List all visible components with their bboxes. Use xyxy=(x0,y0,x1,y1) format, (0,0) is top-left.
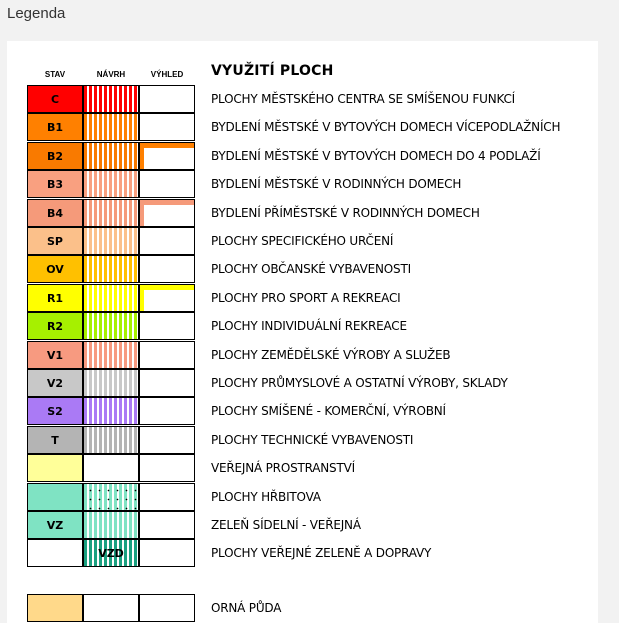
stav-code: B1 xyxy=(46,120,64,134)
legend-label: PLOCHY ZEMĚDĚLSKÉ VÝROBY A SLUŽEB xyxy=(211,348,451,362)
stav-swatch xyxy=(27,255,83,283)
navrh-code: VZD xyxy=(98,546,124,560)
vyhled-swatch xyxy=(139,199,195,227)
navrh-swatch xyxy=(83,142,139,170)
stav-code: B4 xyxy=(46,206,64,220)
stav-code: V2 xyxy=(46,376,64,390)
stav-code: C xyxy=(50,92,60,106)
vyhled-swatch xyxy=(139,454,195,482)
navrh-swatch xyxy=(83,594,139,622)
navrh-swatch xyxy=(83,199,139,227)
stav-swatch xyxy=(27,369,83,397)
stav-code: V1 xyxy=(46,348,64,362)
vyhled-swatch xyxy=(139,426,195,454)
stav-code: B2 xyxy=(46,149,64,163)
vyhled-swatch xyxy=(139,284,195,312)
legend-label: PLOCHY INDIVIDUÁLNÍ REKREACE xyxy=(211,319,407,333)
stav-swatch xyxy=(27,454,83,482)
stav-code: B3 xyxy=(46,177,64,191)
vyhled-swatch xyxy=(139,142,195,170)
vyhled-corner xyxy=(144,290,194,311)
navrh-swatch xyxy=(83,255,139,283)
vyhled-swatch xyxy=(139,594,195,622)
stav-code: OV xyxy=(46,262,64,276)
vyhled-swatch xyxy=(139,227,195,255)
vyhled-swatch xyxy=(139,483,195,511)
vyhled-swatch xyxy=(139,369,195,397)
legend-label: BYDLENÍ PŘÍMĚSTSKÉ V RODINNÝCH DOMECH xyxy=(211,206,480,220)
stav-swatch xyxy=(27,312,83,340)
legend-panel xyxy=(7,41,598,623)
legend-title: VYUŽITÍ PLOCH xyxy=(211,63,334,79)
vyhled-swatch xyxy=(139,255,195,283)
stav-swatch xyxy=(27,85,83,113)
column-navrh: NÁVRH xyxy=(96,70,126,79)
navrh-swatch xyxy=(83,426,139,454)
legend-label: PLOCHY MĚSTSKÉHO CENTRA SE SMÍŠENOU FUNKCÍ xyxy=(211,92,515,106)
stav-code: VZ xyxy=(46,518,64,532)
vyhled-swatch xyxy=(139,170,195,198)
stav-swatch xyxy=(27,483,83,511)
stav-code: R2 xyxy=(46,319,64,333)
stav-code: R1 xyxy=(46,291,64,305)
stav-code: T xyxy=(51,433,59,447)
vyhled-swatch xyxy=(139,85,195,113)
navrh-swatch xyxy=(83,85,139,113)
navrh-swatch xyxy=(83,454,139,482)
stav-swatch xyxy=(27,199,83,227)
stav-swatch xyxy=(27,426,83,454)
legend-label: PLOCHY PRŮMYSLOVÉ A OSTATNÍ VÝROBY, SKLADY xyxy=(211,376,508,390)
navrh-swatch xyxy=(83,113,139,141)
legend-label: PLOCHY TECHNICKÉ VYBAVENOSTI xyxy=(211,433,414,447)
vyhled-swatch xyxy=(139,539,195,567)
column-stav: STAV xyxy=(44,70,66,79)
legend-label: PLOCHY SPECIFICKÉHO URČENÍ xyxy=(211,234,394,248)
legend-label: BYDLENÍ MĚSTSKÉ V BYTOVÝCH DOMECH DO 4 PODLAŽÍ xyxy=(211,149,541,163)
stav-code: SP xyxy=(47,234,63,248)
stav-swatch xyxy=(27,511,83,539)
vyhled-swatch xyxy=(139,312,195,340)
navrh-swatch xyxy=(83,369,139,397)
vyhled-swatch xyxy=(139,341,195,369)
navrh-swatch xyxy=(83,539,139,567)
navrh-swatch xyxy=(83,397,139,425)
stav-swatch xyxy=(27,594,83,622)
stav-swatch xyxy=(27,284,83,312)
stav-swatch xyxy=(27,341,83,369)
vyhled-corner xyxy=(144,148,194,169)
legend-label: ORNÁ PŮDA xyxy=(211,601,282,615)
stav-swatch xyxy=(27,227,83,255)
legend-label: BYDLENÍ MĚSTSKÉ V RODINNÝCH DOMECH xyxy=(211,177,462,191)
navrh-swatch xyxy=(83,227,139,255)
legend-label: PLOCHY PRO SPORT A REKREACI xyxy=(211,291,401,305)
stav-swatch xyxy=(27,113,83,141)
vyhled-swatch xyxy=(139,511,195,539)
stav-swatch xyxy=(27,539,83,567)
navrh-swatch xyxy=(83,312,139,340)
legend-label: ZELEŇ SÍDELNÍ - VEŘEJNÁ xyxy=(211,518,361,532)
navrh-swatch xyxy=(83,341,139,369)
navrh-swatch xyxy=(83,284,139,312)
column-vyhled: VÝHLED xyxy=(150,70,184,79)
navrh-swatch xyxy=(83,511,139,539)
legend-label: PLOCHY SMÍŠENÉ - KOMERČNÍ, VÝROBNÍ xyxy=(211,404,446,418)
vyhled-corner xyxy=(144,205,194,226)
vyhled-swatch xyxy=(139,113,195,141)
legend-label: PLOCHY VEŘEJNÉ ZELENĚ A DOPRAVY xyxy=(211,546,432,560)
stav-swatch xyxy=(27,142,83,170)
vyhled-swatch xyxy=(139,397,195,425)
legend-label: VEŘEJNÁ PROSTRANSTVÍ xyxy=(211,461,355,475)
navrh-swatch xyxy=(83,170,139,198)
stav-code: S2 xyxy=(47,404,63,418)
legend-heading: Legenda xyxy=(7,5,66,22)
legend-label: PLOCHY OBČANSKÉ VYBAVENOSTI xyxy=(211,262,411,276)
stav-swatch xyxy=(27,170,83,198)
navrh-swatch xyxy=(83,483,139,511)
legend-label: PLOCHY HŘBITOVA xyxy=(211,490,321,504)
legend-label: BYDLENÍ MĚSTSKÉ V BYTOVÝCH DOMECH VÍCEPODLAŽNÍCH xyxy=(211,120,561,134)
stav-swatch xyxy=(27,397,83,425)
